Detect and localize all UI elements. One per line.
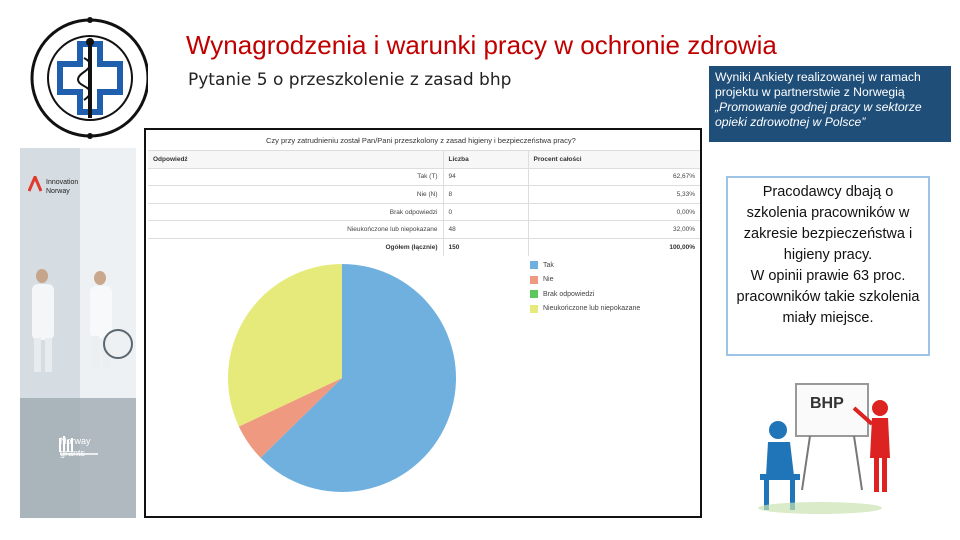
percent-cell: 32,00%	[528, 221, 700, 239]
answer-cell: Brak odpowiedzi	[148, 203, 443, 221]
info-line-2: „Promowanie godnej pracy w sektorze opieki zdrowotnej w Polsce”	[715, 100, 922, 129]
legend-item	[530, 273, 640, 288]
count-cell: 48	[443, 221, 528, 239]
col-count: Liczba	[443, 151, 528, 169]
table-row	[148, 203, 700, 221]
col-answer: Odpowiedź	[148, 151, 443, 169]
survey-info-box	[709, 66, 951, 142]
count-cell: 8	[443, 186, 528, 204]
innovation-norway-logo-icon	[28, 176, 42, 192]
legend-swatch	[530, 290, 538, 298]
chart-legend	[530, 258, 640, 316]
banner-brand-text: Innovation Norway	[46, 179, 79, 195]
note-line-1: Pracodawcy dbają o szkolenia pracowników w zakresie bezpieczeństwa i higieny pracy.	[743, 184, 913, 263]
count-cell: 94	[443, 168, 528, 186]
legend-swatch	[530, 305, 538, 313]
note-line-2: W opinii prawie 63 proc. pracowników takie szkolenia miały miejsce.	[736, 268, 920, 326]
legend-item	[530, 302, 640, 317]
legend-label: Nieukończone lub niepokazane	[543, 305, 641, 313]
total-count-cell: 150	[443, 238, 528, 256]
percent-cell: 0,00%	[528, 203, 700, 221]
info-line-1: Wyniki Ankiety realizowanej w ramach projektu w partnerstwie z Norwegią	[715, 70, 921, 99]
legend-label: Nie	[543, 276, 554, 284]
page-title: Wynagrodzenia i warunki pracy w ochronie zdrowia	[186, 30, 777, 60]
results-table	[148, 150, 700, 256]
percent-cell: 62,67%	[528, 168, 700, 186]
legend-item	[530, 258, 640, 273]
answer-cell: Nieukończone lub niepokazane	[148, 221, 443, 239]
total-answer-cell: Ogółem (łącznie)	[148, 238, 443, 256]
answer-cell: Tak (T)	[148, 168, 443, 186]
legend-label: Brak odpowiedzi	[543, 290, 595, 298]
col-percent: Procent całości	[528, 151, 700, 169]
pie-chart	[224, 260, 460, 496]
banner-grants-text: Norway grants	[60, 436, 91, 458]
table-header-row	[148, 151, 700, 169]
table-total-row	[148, 238, 700, 256]
bhp-board-text: BHP	[810, 395, 844, 412]
question-subtitle: Pytanie 5 o przeszkolenie z zasad bhp	[188, 70, 512, 90]
table-row	[148, 168, 700, 186]
union-logo	[28, 14, 148, 142]
table-row	[148, 221, 700, 239]
table-row	[148, 186, 700, 204]
answer-cell: Nie (N)	[148, 186, 443, 204]
survey-result-panel	[144, 128, 702, 518]
legend-swatch	[530, 261, 538, 269]
legend-swatch	[530, 276, 538, 284]
norway-grants-banner	[20, 148, 136, 518]
bhp-training-illustration	[750, 378, 896, 518]
legend-label: Tak	[543, 261, 554, 269]
total-percent-cell: 100,00%	[528, 238, 700, 256]
summary-note	[726, 176, 930, 356]
count-cell: 0	[443, 203, 528, 221]
survey-question: Czy przy zatrudnieniu został Pan/Pani przeszkolony z zasad higieny i bezpieczeństwa pracy?	[266, 136, 576, 145]
percent-cell: 5,33%	[528, 186, 700, 204]
legend-item	[530, 287, 640, 302]
